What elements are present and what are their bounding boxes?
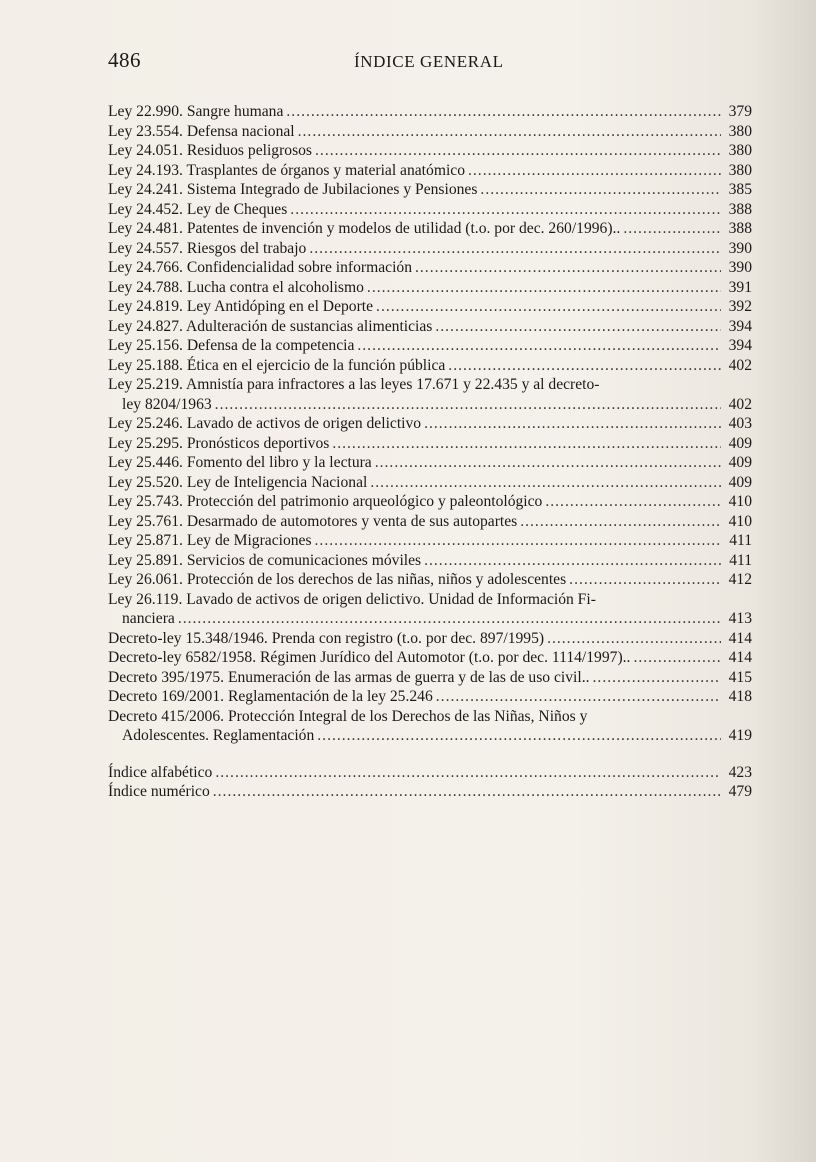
dot-leader: [298, 122, 721, 142]
toc-entry: [108, 258, 752, 278]
dot-leader: [547, 629, 721, 649]
toc-entry-title: Ley 24.241. Sistema Integrado de Jubilaciones y Pensiones: [108, 181, 478, 198]
toc-entry-title: Ley 25.156. Defensa de la competencia: [108, 337, 355, 354]
toc-entry-page: 419: [728, 727, 752, 744]
toc-entry-title-continuation: nanciera: [122, 610, 175, 627]
toc-entry: [108, 707, 752, 746]
toc-entry: [108, 239, 752, 259]
toc-entry-line: [108, 239, 752, 259]
dot-leader: [290, 200, 721, 220]
toc-entry-line: [108, 414, 752, 434]
toc-entry: [108, 473, 752, 493]
dot-leader: [448, 356, 721, 376]
toc-entry: [108, 512, 752, 532]
dot-leader: [436, 687, 721, 707]
toc-entry-line: [108, 219, 752, 239]
dot-leader: [178, 609, 721, 629]
dot-leader: [424, 414, 721, 434]
toc-entry-title-continuation: Adolescentes. Reglamentación: [122, 727, 315, 744]
toc-entry-page: 380: [728, 161, 752, 179]
dot-leader: [332, 434, 721, 454]
dot-leader: [286, 102, 721, 122]
toc-entry-page: 390: [728, 259, 752, 276]
toc-entry-line: [108, 122, 752, 142]
toc-entry-line: [108, 492, 752, 512]
toc-indices: [108, 763, 752, 802]
toc-entry-title: Ley 24.051. Residuos peligrosos: [108, 142, 313, 159]
toc-entry-title: Ley 24.557. Riesgos del trabajo: [108, 239, 307, 257]
toc-entry-line: [108, 687, 752, 707]
toc-entry-line: [108, 551, 752, 571]
toc-entry-page: 418: [728, 688, 752, 705]
toc-entry-title: Ley 22.990. Sangre humana: [108, 103, 284, 120]
toc-entry: [108, 102, 752, 122]
toc-entry-page: 392: [728, 298, 752, 315]
toc-entry-line: [108, 609, 752, 629]
dot-leader: [593, 668, 721, 688]
dot-leader: [545, 492, 721, 512]
toc-entry-line: [108, 141, 752, 161]
toc-entry-page: 411: [729, 532, 752, 549]
toc-entry-line: [108, 356, 752, 376]
dot-leader: [357, 336, 721, 356]
table-of-contents: [108, 102, 752, 802]
toc-entry-line: [108, 161, 752, 181]
toc-entry-line: [108, 512, 752, 532]
toc-entry-line: [108, 726, 752, 746]
toc-entry-line: [108, 782, 752, 802]
toc-entry: [108, 141, 752, 161]
toc-entry-page: 379: [728, 103, 752, 120]
toc-entry-title: Ley 25.891. Servicios de comunicaciones móviles: [108, 551, 422, 569]
toc-entry: [108, 122, 752, 142]
toc-entry: [108, 570, 752, 590]
toc-entry-line: [108, 102, 752, 122]
toc-entry-line: [108, 629, 752, 649]
toc-entry-line: [108, 453, 752, 473]
toc-entry: [108, 590, 752, 629]
toc-entry-line: [108, 668, 752, 688]
toc-entry-title: Ley 25.446. Fomento del libro y la lectura: [108, 454, 372, 471]
toc-entry-page: 388: [728, 220, 752, 237]
toc-entry-line: [108, 648, 752, 668]
toc-entry-title: Ley 24.481. Patentes de invención y modelos de utilidad (t.o. por dec. 260/1996)..: [108, 220, 621, 237]
toc-entry-page: 410: [728, 512, 752, 530]
toc-entry-title: Decreto 415/2006. Protección Integral de los Derechos de las Niñas, Niños y: [108, 707, 588, 725]
toc-entry-page: 394: [728, 317, 752, 335]
toc-entry-title: Ley 25.743. Protección del patrimonio arqueológico y paleontológico: [108, 493, 543, 510]
toc-entry-page: 391: [728, 278, 752, 296]
toc-entry: [108, 180, 752, 200]
dot-leader: [424, 551, 721, 571]
toc-entry: [108, 375, 752, 414]
toc-entry-page: 402: [728, 395, 752, 413]
toc-entry: [108, 356, 752, 376]
toc-entry-page: 388: [728, 200, 752, 218]
toc-entry-line: [108, 434, 752, 454]
toc-entry-page: 385: [728, 181, 752, 198]
dot-leader: [315, 141, 721, 161]
dot-leader: [215, 763, 721, 783]
section-gap: [108, 746, 752, 763]
toc-entry: [108, 668, 752, 688]
toc-entry-page: 414: [728, 629, 752, 647]
dot-leader: [569, 570, 721, 590]
dot-leader: [480, 180, 721, 200]
dot-leader: [633, 648, 721, 668]
dot-leader: [309, 239, 721, 259]
toc-entry-page: 409: [728, 454, 752, 471]
toc-entry-line: [108, 317, 752, 337]
toc-entry-line: [108, 258, 752, 278]
dot-leader: [376, 297, 721, 317]
toc-entry: [108, 317, 752, 337]
page-number: 486: [108, 48, 141, 72]
toc-entry-title: Índice alfabético: [108, 763, 213, 781]
dot-leader: [317, 726, 721, 746]
toc-entry: [108, 336, 752, 356]
toc-entry-page: 402: [728, 356, 752, 374]
toc-entry-line: [108, 473, 752, 493]
dot-leader: [215, 395, 721, 415]
toc-entry-title: Ley 25.246. Lavado de activos de origen delictivo: [108, 415, 422, 432]
toc-entry-page: 409: [728, 434, 752, 452]
toc-entries: [108, 102, 752, 746]
dot-leader: [468, 161, 721, 181]
toc-entry-page: 423: [728, 763, 752, 781]
toc-entry-line: [108, 180, 752, 200]
toc-entry: [108, 453, 752, 473]
toc-entry-title: Ley 25.520. Ley de Inteligencia Nacional: [108, 473, 368, 491]
toc-entry-page: 414: [728, 649, 752, 666]
dot-leader: [435, 317, 721, 337]
toc-entry-title: Ley 24.819. Ley Antidóping en el Deporte: [108, 298, 374, 315]
toc-entry: [108, 687, 752, 707]
toc-entry-page: 394: [728, 337, 752, 354]
running-title: ÍNDICE GENERAL: [354, 52, 504, 71]
dot-leader: [367, 278, 721, 298]
toc-entry-title: Decreto-ley 15.348/1946. Prenda con registro (t.o. por dec. 897/1995): [108, 629, 545, 647]
toc-entry-page: 412: [728, 571, 752, 588]
toc-entry-page: 380: [728, 142, 752, 159]
dot-leader: [415, 258, 721, 278]
toc-entry-line: [108, 278, 752, 298]
toc-entry-title: Ley 24.827. Adulteración de sustancias alimenticias: [108, 317, 433, 335]
toc-entry: [108, 648, 752, 668]
toc-entry-page: 409: [728, 473, 752, 491]
toc-entry: [108, 531, 752, 551]
toc-entry-title: Ley 25.219. Amnistía para infractores a las leyes 17.671 y 22.435 y al decreto-: [108, 376, 600, 393]
toc-entry-page: 415: [728, 668, 752, 686]
toc-entry-title: Ley 25.761. Desarmado de automotores y venta de sus autopartes: [108, 512, 518, 530]
toc-entry-page: 413: [728, 610, 752, 627]
toc-entry: [108, 161, 752, 181]
toc-entry-title: Ley 24.193. Trasplantes de órganos y material anatómico: [108, 161, 465, 179]
toc-entry-title: Ley 25.188. Ética en el ejercicio de la función pública: [108, 356, 446, 374]
dot-leader: [375, 453, 721, 473]
toc-entry: [108, 551, 752, 571]
toc-entry-line: [108, 297, 752, 317]
toc-entry: [108, 782, 752, 802]
toc-entry: [108, 434, 752, 454]
toc-entry: [108, 219, 752, 239]
toc-entry-page: 411: [729, 551, 752, 569]
toc-entry-title: Decreto 395/1975. Enumeración de las armas de guerra y de las de uso civil..: [108, 668, 590, 686]
toc-entry-page: 403: [728, 415, 752, 432]
toc-entry: [108, 297, 752, 317]
toc-entry-line: [108, 336, 752, 356]
toc-entry-line: [108, 763, 752, 783]
toc-entry-title: Ley 24.766. Confidencialidad sobre información: [108, 259, 412, 276]
toc-entry-page: 410: [728, 493, 752, 510]
toc-entry-page: 479: [728, 783, 752, 800]
toc-entry-title: Índice numérico: [108, 783, 210, 800]
toc-entry: [108, 629, 752, 649]
toc-entry-title: Ley 26.061. Protección de los derechos de las niñas, niños y adolescentes: [108, 571, 567, 588]
toc-entry: [108, 414, 752, 434]
toc-entry-line: [108, 200, 752, 220]
toc-entry-title: Ley 24.452. Ley de Cheques: [108, 200, 288, 218]
toc-entry-line: [108, 570, 752, 590]
toc-entry-title: Ley 25.295. Pronósticos deportivos: [108, 434, 330, 452]
toc-entry-title: Ley 26.119. Lavado de activos de origen delictivo. Unidad de Información Fi-: [108, 590, 596, 608]
dot-leader: [213, 782, 721, 802]
dot-leader: [520, 512, 721, 532]
toc-entry-title: Decreto 169/2001. Reglamentación de la ley 25.246: [108, 688, 433, 705]
toc-entry-line: [108, 531, 752, 551]
dot-leader: [315, 531, 721, 551]
dot-leader: [623, 219, 721, 239]
toc-entry-page: 380: [728, 122, 752, 140]
dot-leader: [370, 473, 721, 493]
toc-entry: [108, 278, 752, 298]
toc-entry-title: Ley 25.871. Ley de Migraciones: [108, 532, 312, 549]
toc-entry: [108, 763, 752, 783]
page-header: [108, 48, 752, 76]
toc-entry-line: [108, 395, 752, 415]
toc-entry-page: 390: [728, 239, 752, 257]
toc-entry-title: Ley 24.788. Lucha contra el alcoholismo: [108, 278, 364, 296]
toc-entry-title: Ley 23.554. Defensa nacional: [108, 122, 295, 140]
toc-entry: [108, 492, 752, 512]
toc-entry: [108, 200, 752, 220]
toc-entry-title-continuation: ley 8204/1963: [122, 395, 212, 413]
toc-entry-title: Decreto-ley 6582/1958. Régimen Jurídico del Automotor (t.o. por dec. 1114/1997)..: [108, 649, 631, 666]
